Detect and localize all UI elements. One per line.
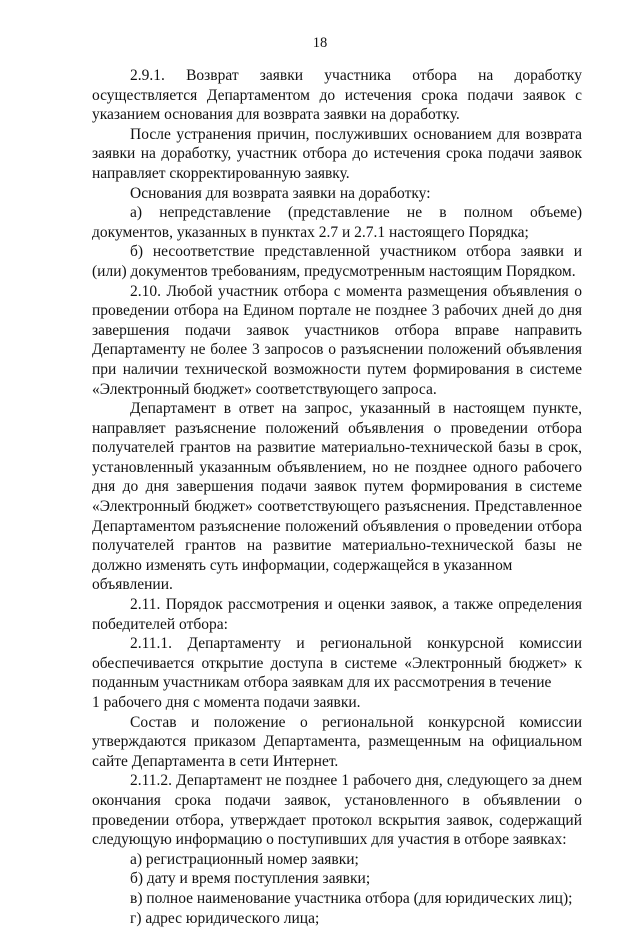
page-number: 18 <box>312 35 328 51</box>
paragraph: Основания для возврата заявки на доработку: <box>130 184 431 202</box>
paragraph: После устранения причин, послуживших основанием для возврата заявки на доработку, участник отбора до истечения срока подачи заявок направляет скорректированную заявку. <box>92 125 582 182</box>
paragraph: б) дату и время поступления заявки; <box>130 870 371 888</box>
paragraph: г) адрес юридического лица; <box>130 909 320 927</box>
paragraph: 2.10. Любой участник отбора с момента размещения объявления о проведении отбора на Едином портале не позднее 3 рабочих дней до дня завершения подачи заявок участников отбора вправе направить Департаменту не более 3 запросов о разъяснении положений объявления при наличии технической возможности путем формирования в системе «Электронный бюджет» соответствующего запроса. <box>92 282 582 398</box>
paragraph: б) несоответствие представленной участником отбора заявки и (или) документов требованиям, предусмотренным настоящим Порядком. <box>92 243 582 280</box>
paragraph: Состав и положение о региональной конкурсной комиссии утверждаются приказом Департамента, размещенным на официальном сайте Департамента в сети Интернет. <box>92 713 582 770</box>
paragraph: а) регистрационный номер заявки; <box>130 850 359 868</box>
document-body <box>92 66 582 928</box>
paragraph: 2.11.2. Департамент не позднее 1 рабочего дня, следующего за днем окончания срока подачи заявок, установленного в объявлении о проведении отбора, утверждает протокол вскрытия заявок, содержащий следующую информацию о поступивших для участия в отборе заявках: <box>92 772 582 849</box>
paragraph: 2.11. Порядок рассмотрения и оценки заявок, а также определения победителей отбора: <box>92 596 582 633</box>
paragraph: 2.11.1. Департаменту и региональной конкурсной комиссии обеспечивается открытие доступа в системе «Электронный бюджет» к поданным участникам отбора заявкам для их рассмотрения в течение 1 рабочего дня с момента подачи заявки. <box>92 635 582 711</box>
paragraph: в) полное наименование участника отбора (для юридических лиц); <box>130 889 573 907</box>
paragraph: а) непредставление (представление не в полном объеме) документов, указанных в пунктах 2.7 и 2.7.1 настоящего Порядка; <box>92 204 582 241</box>
paragraph: Департамент в ответ на запрос, указанный в настоящем пункте, направляет разъяснение положений объявления о проведении отбора получателей грантов на развитие материально-технической базы в срок, установленный указанным объявлением, но не позднее одного рабочего дня до дня завершения подачи заявок путем формирования в системе «Электронный бюджет» соответствующего разъяснения. Представленное Департаментом разъяснение положений объявления о проведении отбора получателей грантов на развитие материально-технической базы не должно изменять суть информации, содержащейся в указанном объявлении. <box>92 400 582 594</box>
paragraph: 2.9.1. Возврат заявки участника отбора на доработку осуществляется Департаментом до истечения срока подачи заявок с указанием основания для возврата заявки на доработку. <box>92 67 582 124</box>
